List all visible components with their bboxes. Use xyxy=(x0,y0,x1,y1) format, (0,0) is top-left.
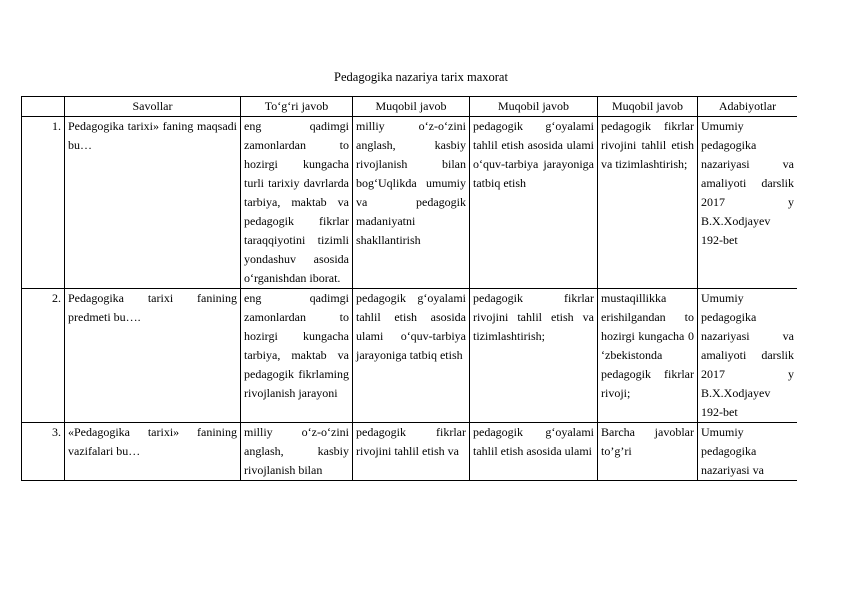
table-row xyxy=(22,289,798,423)
alt-answer-3-cell: pedagogik fikrlar rivojini tahlil etish va tizimlashtirish; xyxy=(598,117,698,289)
header-correct-answer: To‘g‘ri javob xyxy=(241,97,353,117)
table-row xyxy=(22,423,798,481)
row-number: 3. xyxy=(22,423,65,481)
correct-answer-cell: milliy o‘z-o‘zini anglash, kasbiy rivojlanish bilan xyxy=(241,423,353,481)
question-cell: Pedagogika tarixi fanining predmeti bu…. xyxy=(65,289,241,423)
table-container xyxy=(21,96,797,540)
alt-answer-1-cell: pedagogik g‘oyalami tahlil etish asosida ulami o‘quv-tarbiya jarayoniga tatbiq etish xyxy=(353,289,470,423)
literature-cell: Umumiy pedagogika nazariyasi va amaliyoti darslik 2017 y B.X.Xodjayev 192-bet xyxy=(698,117,798,289)
table-row xyxy=(22,117,798,289)
alt-answer-1-cell: milliy o‘z-o‘zini anglash, kasbiy rivojlanish bilan bog‘Uqlikda umumiy va pedagogik madaniyatni shakllantirish xyxy=(353,117,470,289)
header-alt-answer-3: Muqobil javob xyxy=(598,97,698,117)
alt-answer-2-cell: pedagogik g‘oyalami tahlil etish asosida ulami xyxy=(470,423,598,481)
correct-answer-cell: eng qadimgi zamonlardan to hozirgi kungacha turli tarixiy davrlarda tarbiya, maktab va pedagogik fikrlar taraqqiyotini tizimli yondashuv asosida o‘rganishdan iborat. xyxy=(241,117,353,289)
header-number xyxy=(22,97,65,117)
alt-answer-3-cell: mustaqillikka erishilgandan to hozirgi kungacha 0 ‘zbekistonda pedagogik fikrlar rivoji; xyxy=(598,289,698,423)
header-alt-answer-1: Muqobil javob xyxy=(353,97,470,117)
row-number: 2. xyxy=(22,289,65,423)
questions-table xyxy=(21,96,797,481)
alt-answer-1-cell: pedagogik fikrlar rivojini tahlil etish va xyxy=(353,423,470,481)
literature-cell: Umumiy pedagogika nazariyasi va xyxy=(698,423,798,481)
header-questions: Savollar xyxy=(65,97,241,117)
alt-answer-3-cell: Barcha javoblar to’g’ri xyxy=(598,423,698,481)
header-alt-answer-2: Muqobil javob xyxy=(470,97,598,117)
row-number: 1. xyxy=(22,117,65,289)
alt-answer-2-cell: pedagogik fikrlar rivojini tahlil etish va tizimlashtirish; xyxy=(470,289,598,423)
correct-answer-cell: eng qadimgi zamonlardan to hozirgi kungacha tarbiya, maktab va pedagogik fikrlaming rivojlanish jarayoni xyxy=(241,289,353,423)
question-cell: «Pedagogika tarixi» fanining vazifalari bu… xyxy=(65,423,241,481)
question-cell: Pedagogika tarixi» faning maqsadi bu… xyxy=(65,117,241,289)
header-literature: Adabiyotlar xyxy=(698,97,798,117)
literature-cell: Umumiy pedagogika nazariyasi va amaliyoti darslik 2017 y B.X.Xodjayev 192-bet xyxy=(698,289,798,423)
table-header-row xyxy=(22,97,798,117)
alt-answer-2-cell: pedagogik g‘oyalami tahlil etish asosida ulami o‘quv-tarbiya jarayoniga tatbiq etish xyxy=(470,117,598,289)
document-title: Pedagogika nazariya tarix maxorat xyxy=(334,70,508,84)
